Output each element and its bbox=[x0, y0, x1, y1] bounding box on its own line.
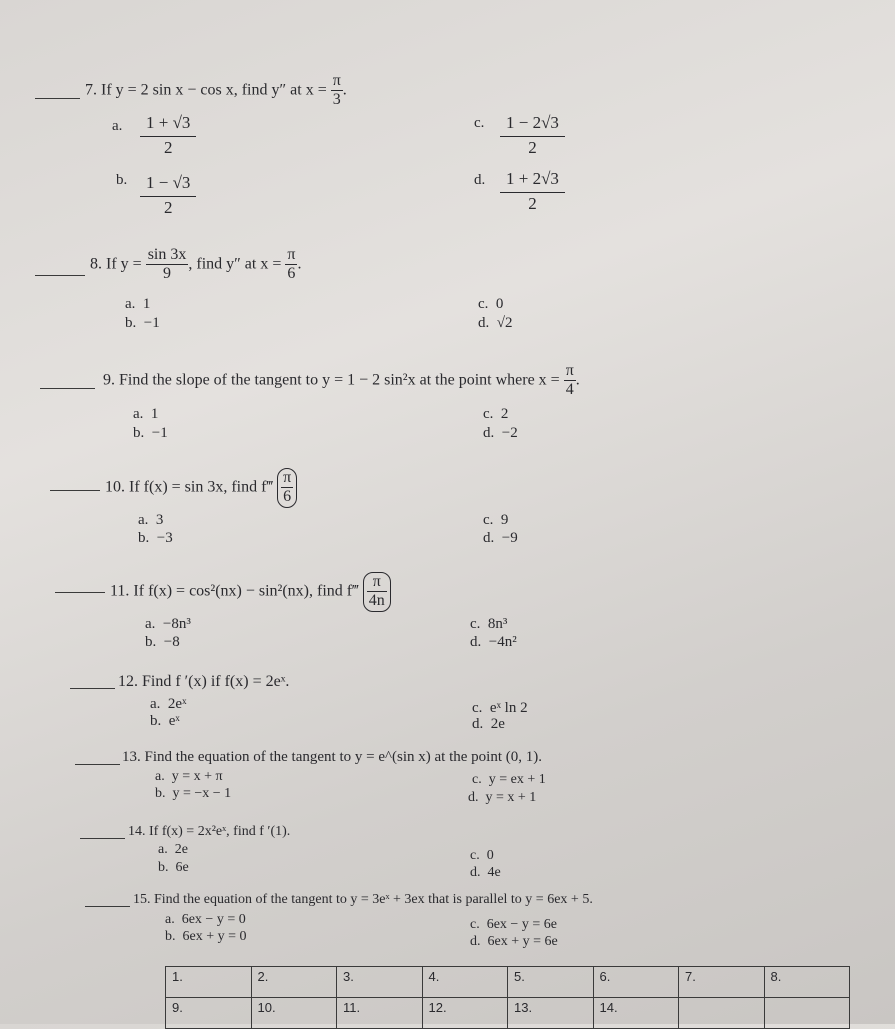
option-value: −2 bbox=[501, 425, 518, 441]
fraction-numerator: π bbox=[367, 573, 387, 592]
option-12a[interactable] bbox=[150, 696, 186, 713]
option-label: a. bbox=[145, 616, 156, 632]
answer-grid bbox=[165, 966, 850, 1029]
option-15d[interactable] bbox=[470, 934, 558, 950]
option-10b[interactable] bbox=[138, 530, 173, 547]
question-10 bbox=[105, 468, 297, 508]
option-7d[interactable] bbox=[500, 168, 565, 216]
question-end: . bbox=[575, 371, 580, 389]
option-9a[interactable] bbox=[133, 406, 158, 423]
option-label: a. bbox=[155, 769, 165, 784]
option-numerator: 1 − √3 bbox=[140, 172, 196, 197]
option-value: 8n³ bbox=[487, 616, 508, 632]
option-7b[interactable] bbox=[140, 172, 196, 220]
fraction-denominator: 4n bbox=[368, 592, 385, 610]
option-numerator: 1 + √3 bbox=[140, 112, 196, 137]
option-value: 1 bbox=[142, 296, 151, 312]
fraction-numerator: π bbox=[564, 362, 576, 381]
option-15c[interactable] bbox=[470, 917, 557, 933]
answer-blank-13[interactable] bbox=[75, 764, 120, 765]
question-number: 15. bbox=[133, 892, 151, 907]
option-label: d. bbox=[474, 172, 486, 188]
option-value: 6ex + y = 6e bbox=[487, 934, 558, 949]
option-14d[interactable] bbox=[470, 865, 501, 881]
option-7c[interactable] bbox=[500, 112, 565, 160]
fraction-denominator: 3 bbox=[332, 91, 341, 109]
option-value: 0 bbox=[486, 848, 494, 863]
option-value: 6ex + y = 0 bbox=[182, 929, 247, 944]
option-label: b. bbox=[138, 530, 150, 546]
option-value: 6ex − y = 0 bbox=[181, 912, 246, 927]
option-label: d. bbox=[470, 634, 482, 650]
option-label: b. bbox=[133, 425, 145, 441]
option-label: c. bbox=[472, 700, 483, 716]
option-label: b. bbox=[165, 929, 176, 944]
option-13a[interactable] bbox=[155, 769, 223, 785]
fraction bbox=[285, 246, 297, 284]
option-14c[interactable] bbox=[470, 848, 494, 864]
option-label: a. bbox=[125, 296, 136, 312]
answer-cell-4[interactable]: 4. bbox=[422, 967, 508, 998]
option-value: 6ex − y = 6e bbox=[486, 917, 557, 932]
argument-parentheses bbox=[363, 572, 391, 612]
option-value: −3 bbox=[156, 530, 173, 546]
option-label: c. bbox=[478, 296, 489, 312]
option-value: −1 bbox=[151, 425, 168, 441]
fraction-denominator: 4 bbox=[565, 381, 574, 399]
option-10a[interactable] bbox=[138, 512, 163, 529]
fraction-denominator: 6 bbox=[287, 265, 296, 283]
option-label: d. bbox=[478, 315, 490, 331]
option-11a[interactable] bbox=[145, 616, 191, 633]
answer-cell-13[interactable]: 13. bbox=[508, 998, 594, 1029]
answer-cell-8[interactable]: 8. bbox=[764, 967, 850, 998]
answer-cell-10[interactable]: 10. bbox=[251, 998, 337, 1029]
option-value: 1 bbox=[150, 406, 159, 422]
option-9b[interactable] bbox=[133, 425, 168, 442]
question-number: 12. bbox=[118, 673, 138, 690]
option-12c[interactable] bbox=[472, 700, 528, 717]
question-text: If f(x) = 2x²eˣ, find f ′(1). bbox=[149, 824, 291, 839]
option-label: b. bbox=[125, 315, 137, 331]
question-prefix: If bbox=[101, 81, 112, 99]
answer-blank-12[interactable] bbox=[70, 688, 115, 689]
question-13 bbox=[122, 749, 542, 766]
option-7a[interactable] bbox=[140, 112, 196, 160]
option-label: a. bbox=[133, 406, 144, 422]
answer-blank-8[interactable] bbox=[35, 275, 85, 276]
option-label: c. bbox=[474, 115, 485, 131]
option-12b[interactable] bbox=[150, 713, 180, 730]
question-text: y = 2 sin x − cos x, find y″ at x = bbox=[115, 81, 327, 99]
option-label: a. bbox=[150, 696, 161, 712]
fraction bbox=[146, 246, 189, 284]
option-value: eˣ ln 2 bbox=[489, 700, 528, 716]
fraction-numerator: sin 3x bbox=[146, 246, 189, 265]
option-value: 2eˣ bbox=[167, 696, 187, 712]
option-value: √2 bbox=[496, 315, 513, 331]
answer-blank-10[interactable] bbox=[50, 490, 100, 491]
option-numerator: 1 + 2√3 bbox=[500, 168, 565, 193]
question-number: 11. bbox=[110, 582, 130, 600]
option-label: d. bbox=[483, 530, 495, 546]
option-label: c. bbox=[483, 512, 494, 528]
option-value: −8n³ bbox=[162, 616, 191, 632]
option-15b[interactable] bbox=[165, 929, 247, 945]
option-12d[interactable] bbox=[472, 716, 505, 733]
option-8c[interactable] bbox=[478, 296, 503, 313]
question-9 bbox=[103, 362, 580, 400]
option-13c[interactable] bbox=[472, 772, 546, 788]
question-text: If f(x) = cos²(nx) − sin²(nx), find f‴ bbox=[133, 582, 359, 600]
answer-cell-7[interactable]: 7. bbox=[679, 967, 765, 998]
answer-cell-5[interactable]: 5. bbox=[508, 967, 594, 998]
option-label: c. bbox=[470, 917, 480, 932]
option-denominator: 2 bbox=[528, 137, 537, 157]
option-label: a. bbox=[165, 912, 175, 927]
option-15a[interactable] bbox=[165, 912, 246, 928]
option-label: b. bbox=[150, 713, 162, 729]
question-end: . bbox=[297, 255, 302, 273]
fraction-denominator: 9 bbox=[163, 265, 172, 283]
option-value: eˣ bbox=[168, 713, 180, 729]
option-8d[interactable] bbox=[478, 315, 512, 332]
option-label: c. bbox=[470, 616, 481, 632]
question-number: 7. bbox=[85, 81, 97, 99]
option-value: −8 bbox=[163, 634, 180, 650]
option-value: 4e bbox=[487, 865, 501, 880]
question-text: , find y″ at x = bbox=[188, 255, 282, 273]
option-13b[interactable] bbox=[155, 786, 231, 802]
option-value: 0 bbox=[495, 296, 504, 312]
question-text: Find the equation of the tangent to y = 3eˣ + 3ex that is parallel to y = 6ex + 5. bbox=[154, 892, 593, 907]
answer-blank-14[interactable] bbox=[80, 838, 125, 839]
option-11c[interactable] bbox=[470, 616, 507, 633]
option-label: d. bbox=[470, 934, 481, 949]
answer-cell-11[interactable]: 11. bbox=[337, 998, 423, 1029]
option-13d[interactable] bbox=[468, 790, 536, 806]
option-label: b. bbox=[158, 860, 169, 875]
option-9c[interactable] bbox=[483, 406, 508, 423]
option-9d[interactable] bbox=[483, 425, 518, 442]
option-10d[interactable] bbox=[483, 530, 518, 547]
fraction-denominator: 6 bbox=[283, 488, 292, 506]
question-number: 13. bbox=[122, 749, 141, 765]
option-value: 2e bbox=[174, 842, 188, 857]
option-value: y = ex + 1 bbox=[488, 772, 546, 787]
question-end: . bbox=[342, 81, 347, 99]
question-number: 14. bbox=[128, 824, 146, 839]
fraction bbox=[281, 469, 293, 507]
option-label: d. bbox=[483, 425, 495, 441]
fraction bbox=[564, 362, 576, 400]
option-denominator: 2 bbox=[163, 137, 173, 157]
fraction bbox=[331, 72, 343, 110]
answer-cell-9[interactable]: 9. bbox=[166, 998, 252, 1029]
argument-parentheses bbox=[277, 468, 297, 508]
answer-cell-2[interactable]: 2. bbox=[251, 967, 337, 998]
option-value: y = −x − 1 bbox=[172, 786, 232, 801]
option-label: d. bbox=[468, 790, 479, 805]
option-10c[interactable] bbox=[483, 512, 508, 529]
option-value: −9 bbox=[501, 530, 518, 546]
option-value: −1 bbox=[143, 315, 160, 331]
question-7 bbox=[85, 72, 347, 110]
option-8b[interactable] bbox=[125, 315, 160, 332]
option-11d[interactable] bbox=[470, 634, 517, 651]
option-value: 2e bbox=[490, 716, 505, 732]
option-14a[interactable] bbox=[158, 842, 188, 858]
answer-blank-15[interactable] bbox=[85, 906, 130, 907]
answer-grid-row bbox=[166, 967, 850, 998]
answer-cell-12[interactable]: 12. bbox=[422, 998, 508, 1029]
option-8a[interactable] bbox=[125, 296, 150, 313]
option-label: d. bbox=[472, 716, 484, 732]
fraction bbox=[367, 573, 387, 611]
fraction-numerator: π bbox=[331, 72, 343, 91]
option-value: −4n² bbox=[488, 634, 517, 650]
option-label: b. bbox=[145, 634, 157, 650]
option-value: y = x + π bbox=[171, 769, 223, 784]
question-text: Find the equation of the tangent to y = e^(sin x) at the point (0, 1). bbox=[144, 749, 542, 765]
option-label: d. bbox=[470, 865, 481, 880]
option-denominator: 2 bbox=[528, 193, 537, 213]
question-8 bbox=[90, 246, 301, 284]
question-number: 9. bbox=[103, 371, 115, 389]
option-label: a. bbox=[138, 512, 149, 528]
question-text: Find f ′(x) if f(x) = 2eˣ. bbox=[142, 673, 290, 690]
question-15 bbox=[133, 892, 593, 908]
option-label: b. bbox=[116, 172, 128, 188]
option-label: b. bbox=[155, 786, 166, 801]
option-value: y = x + 1 bbox=[485, 790, 537, 805]
fraction-numerator: π bbox=[285, 246, 297, 265]
option-14b[interactable] bbox=[158, 860, 189, 876]
answer-cell-14[interactable]: 14. bbox=[593, 998, 679, 1029]
question-text: If f(x) = sin 3x, find f‴ bbox=[129, 478, 274, 496]
question-number: 10. bbox=[105, 478, 125, 496]
question-11 bbox=[110, 572, 391, 612]
option-label: c. bbox=[470, 848, 480, 863]
option-value: 3 bbox=[155, 512, 164, 528]
option-label: a. bbox=[112, 118, 123, 134]
answer-blank-9[interactable] bbox=[40, 388, 95, 389]
option-denominator: 2 bbox=[163, 197, 173, 217]
option-value: 6e bbox=[175, 860, 189, 875]
question-prefix: If y = bbox=[106, 255, 142, 273]
option-value: 2 bbox=[500, 406, 509, 422]
option-numerator: 1 − 2√3 bbox=[500, 112, 565, 137]
option-11b[interactable] bbox=[145, 634, 180, 651]
answer-blank-7[interactable] bbox=[35, 98, 80, 99]
answer-blank-11[interactable] bbox=[55, 592, 105, 593]
answer-cell-3[interactable]: 3. bbox=[337, 967, 423, 998]
option-value: 9 bbox=[500, 512, 509, 528]
question-12 bbox=[118, 673, 289, 691]
question-number: 8. bbox=[90, 255, 102, 273]
option-label: c. bbox=[483, 406, 494, 422]
fraction-numerator: π bbox=[281, 469, 293, 488]
option-label: c. bbox=[472, 772, 482, 787]
answer-cell-6[interactable]: 6. bbox=[593, 967, 679, 998]
question-14 bbox=[128, 824, 290, 840]
question-text: Find the slope of the tangent to y = 1 − 2 sin²x at the point where x = bbox=[119, 371, 560, 389]
option-label: a. bbox=[158, 842, 168, 857]
answer-cell-1[interactable]: 1. bbox=[166, 967, 252, 998]
